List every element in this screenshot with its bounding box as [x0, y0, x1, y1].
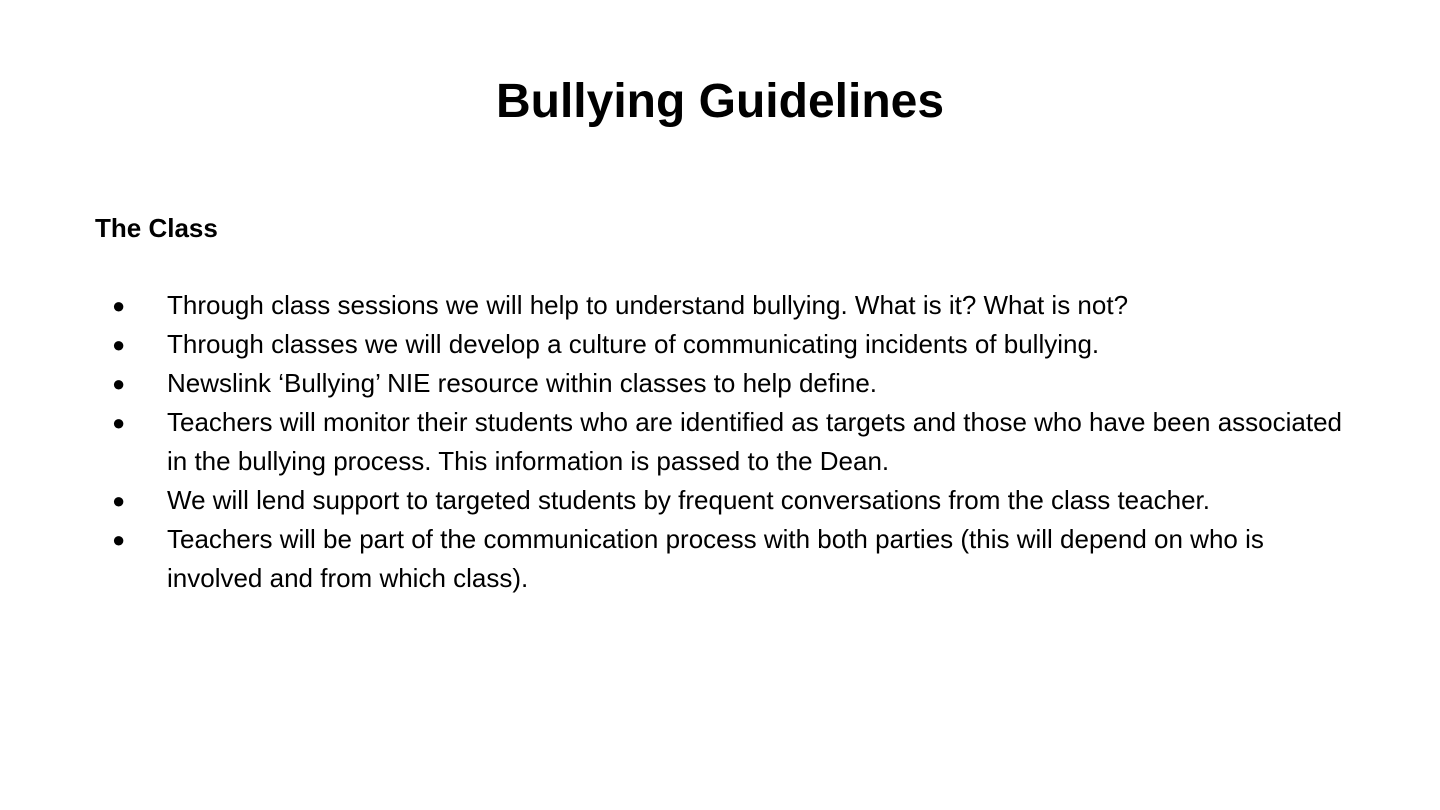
bullet-text: Through class sessions we will help to understand bullying. What is it? What is not? — [167, 290, 1129, 320]
bullet-icon: ● — [112, 293, 126, 318]
bullet-text: We will lend support to targeted students by frequent conversations from the class teacher. — [167, 485, 1210, 515]
bullet-item — [112, 481, 1352, 520]
bullet-text: Teachers will monitor their students who are identified as targets and those who have been associated in the bullying process. This information is passed to the Dean. — [167, 407, 1343, 476]
bullet-item — [112, 325, 1352, 364]
bullet-icon: ● — [112, 410, 126, 435]
bullet-icon: ● — [112, 332, 126, 357]
bullet-text: Teachers will be part of the communication process with both parties (this will depend on who is involved and from which class). — [167, 524, 1264, 593]
bullet-item — [112, 520, 1352, 598]
bullet-item — [112, 403, 1352, 481]
bullet-icon: ● — [112, 371, 126, 396]
bullet-list — [112, 286, 1352, 598]
bullet-icon: ● — [112, 488, 126, 513]
bullet-text: Through classes we will develop a culture of communicating incidents of bullying. — [167, 329, 1100, 359]
bullet-item — [112, 364, 1352, 403]
slide-title: Bullying Guidelines — [495, 75, 945, 128]
section-heading: The Class — [95, 213, 218, 243]
bullet-text: Newslink ‘Bullying’ NIE resource within classes to help define. — [167, 368, 878, 398]
bullet-item — [112, 286, 1352, 325]
bullet-icon: ● — [112, 527, 126, 552]
